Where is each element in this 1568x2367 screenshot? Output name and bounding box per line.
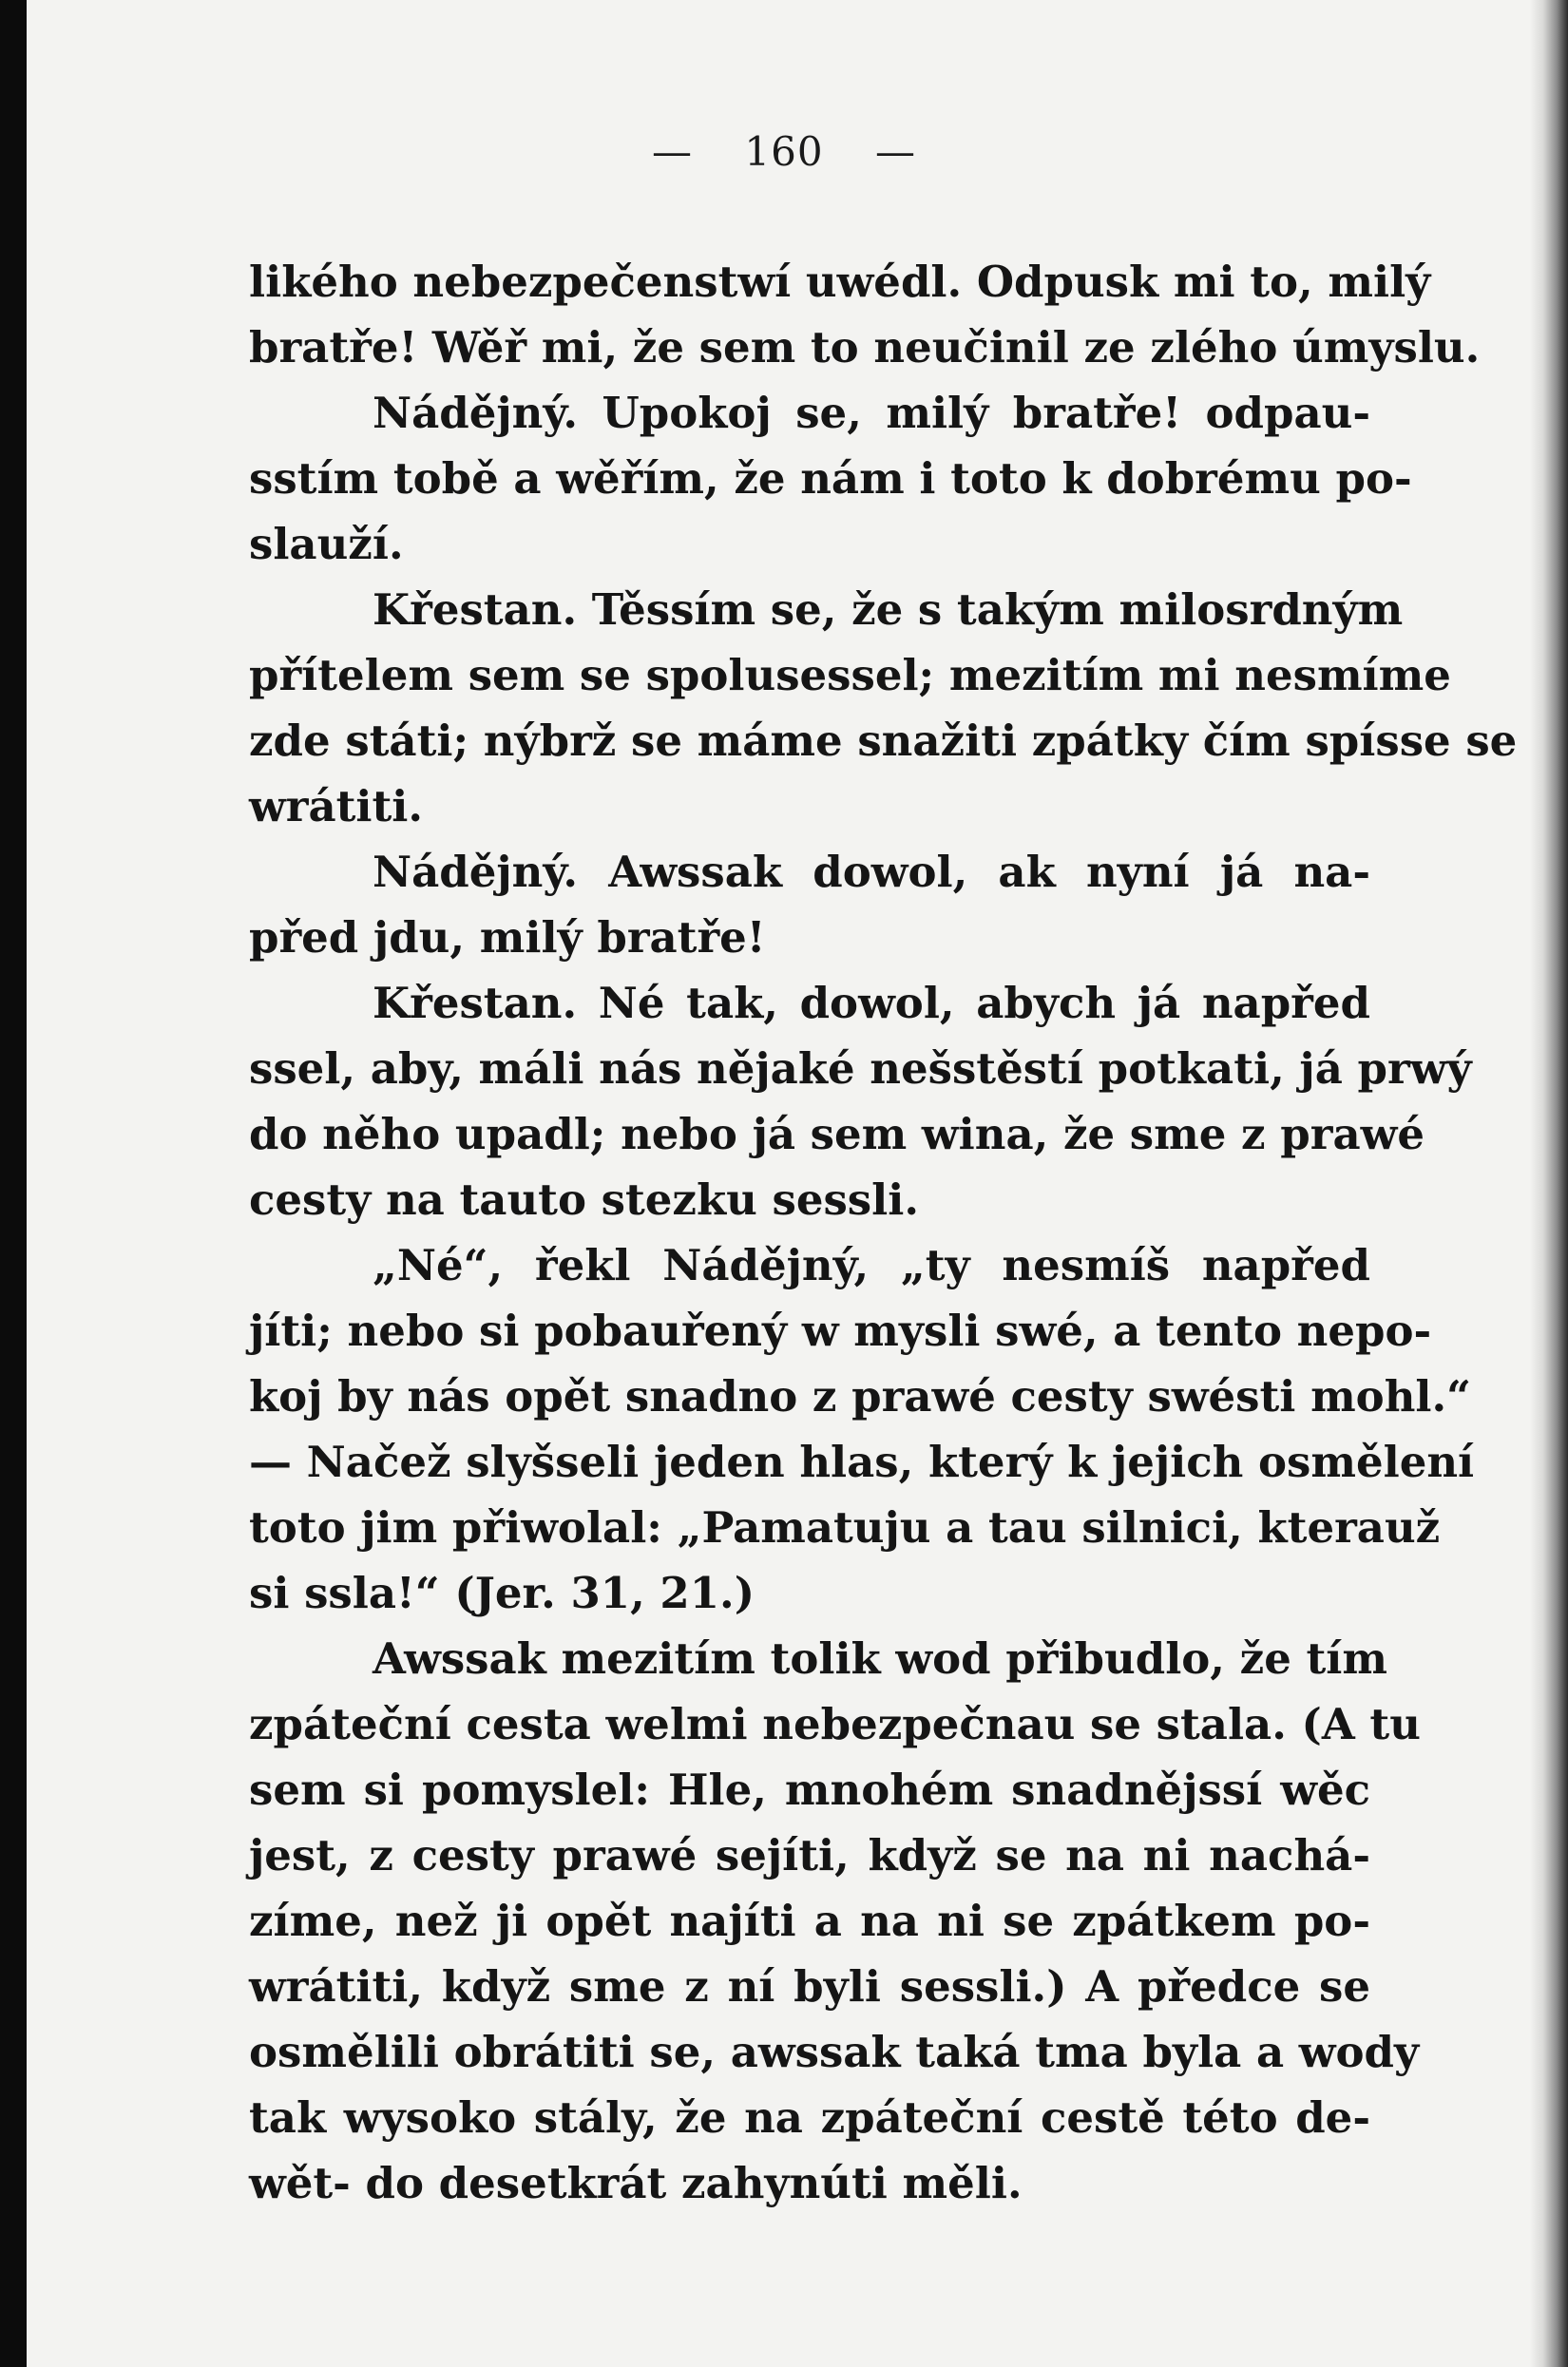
text-line: si ssla!“ (Jer. 31, 21.) [249,1568,755,1618]
text-line: Křestan. Né tak, dowol, abych já napřed [373,978,1370,1028]
text-line: „Né“, řekl Nádějný, „ty nesmíš napřed [373,1240,1370,1290]
text-line: Awssak mezitím tolik wod přibudlo, že tím [373,1633,1387,1684]
text-line: Nádějný. Upokoj se, milý bratře! odpau- [373,388,1370,438]
text-line: likého nebezpečenstwí uwédl. Odpusk mi to, milý [249,257,1431,307]
header-dash-right: — [874,128,916,175]
page-header [0,128,1568,175]
text-line: přítelem sem se spolusessel; mezitím mi nesmíme [249,650,1451,700]
text-line: sem si pomyslel: Hle, mnohém snadnějssí wěc [249,1765,1370,1815]
text-line: sstím tobě a wěřím, že nám i toto k dobrému po- [249,453,1412,504]
text-line: slauží. [249,519,404,569]
text-line: wrátiti. [249,781,424,831]
text-line: koj by nás opět snadno z prawé cesty swésti mohl.“ [249,1371,1472,1422]
page-edge-shadow [1530,0,1568,2367]
text-line: před jdu, milý bratře! [249,912,766,963]
text-line: Křestan. Těssím se, že s takým milosrdným [373,584,1404,635]
text-line: jíti; nebo si pobauřený w mysli swé, a tento nepo- [249,1306,1432,1356]
page-number: 160 [744,128,824,175]
text-line: cesty na tauto stezku sessli. [249,1174,919,1225]
header-dash-left: — [652,128,694,175]
body-text [249,249,1518,2216]
text-line: zde státi; nýbrž se máme snažiti zpátky čím spísse se [249,716,1518,766]
text-line: tak wysoko stály, že na zpáteční cestě této de- [249,2092,1370,2143]
text-line: wět- do desetkrát zahynúti měli. [249,2158,1023,2208]
text-line: bratře! Wěř mi, že sem to neučinil ze zlého úmyslu. [249,322,1481,372]
text-line: zpáteční cesta welmi nebezpečnau se stala. (A tu [249,1699,1421,1749]
text-line: — Načež slyšseli jeden hlas, který k jejich osmělení [249,1437,1475,1487]
text-line: jest, z cesty prawé sejíti, když se na ni nachá- [249,1830,1370,1880]
text-line: ssel, aby, máli nás nějaké nešstěstí potkati, já prwý [249,1043,1472,1094]
text-line: wrátiti, když sme z ní byli sessli.) A předce se [249,1961,1370,2012]
text-line: Nádějný. Awssak dowol, ak nyní já na- [373,847,1370,897]
text-line: toto jim přiwolal: „Pamatuju a tau silnici, kterauž [249,1502,1441,1553]
text-line: do něho upadl; nebo já sem wina, že sme z prawé [249,1109,1425,1159]
text-line: zíme, než ji opět najíti a na ni se zpátkem po- [249,1896,1370,1946]
text-line: osmělili obrátiti se, awssak taká tma byla a wody [249,2027,1420,2077]
